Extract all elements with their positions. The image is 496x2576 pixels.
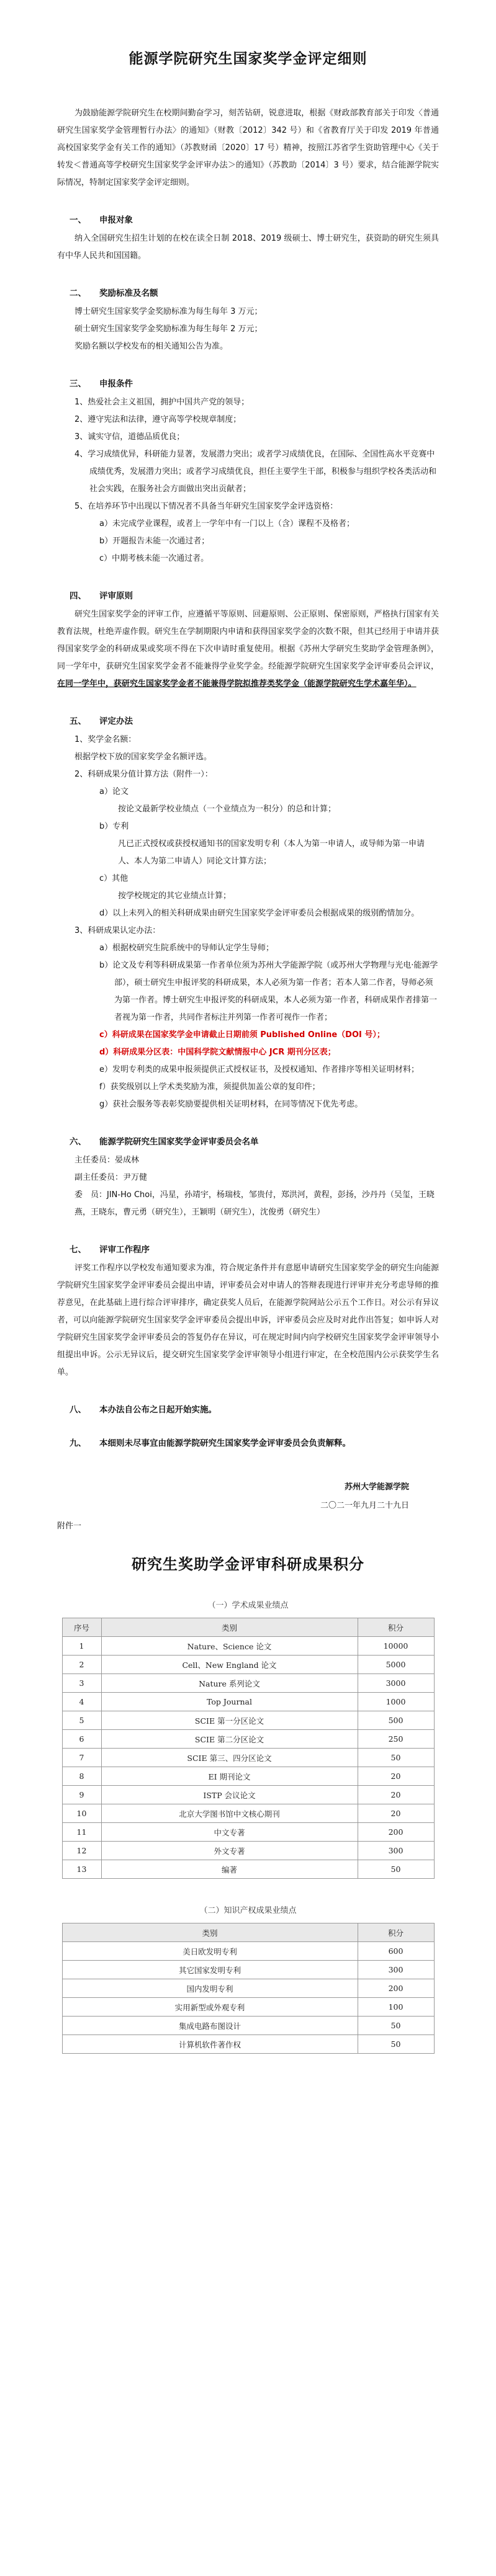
calc-label: b）专利 xyxy=(99,822,129,831)
method-item: 2、科研成果分值计算方法（附件一）： xyxy=(74,770,213,779)
table-cell: 外文专著 xyxy=(101,1842,358,1860)
condition-item: 2、遵守宪法和法律，遵守高等学校规章制度； xyxy=(74,415,241,424)
table-cell: 50 xyxy=(358,2035,434,2054)
condition-item: 1、热爱社会主义祖国，拥护中国共产党的领导； xyxy=(74,398,250,407)
table-cell: 50 xyxy=(358,2017,434,2035)
table-cell: 100 xyxy=(358,1998,434,2017)
table-cell: 12 xyxy=(62,1842,101,1860)
table-row xyxy=(62,1674,434,1693)
table-cell: 11 xyxy=(62,1823,101,1842)
table-cell: 9 xyxy=(62,1786,101,1804)
table-cell: SCIE 第一分区论文 xyxy=(101,1711,358,1730)
calc-text: 按论文最新学校业绩点（一个业绩点为一积分）的总和计算； xyxy=(118,804,336,814)
table-header-cell: 类别 xyxy=(101,1618,358,1637)
condition-subitem: a）未完成学业课程，或者上一学年中有一门以上（含）课程不及格者； xyxy=(99,519,354,528)
academic-score-table xyxy=(62,1618,435,1879)
section-9-heading: 九、 本细则未尽事宜由能源学院研究生国家奖学金评审委员会负责解释。 xyxy=(70,1438,351,1448)
table-header-row xyxy=(62,1618,434,1637)
calc-label: c）其他 xyxy=(99,874,129,883)
table-row xyxy=(62,1823,434,1842)
table-cell: EI 期刊论文 xyxy=(101,1767,358,1786)
table-cell: 1 xyxy=(62,1637,101,1656)
recog-item: f）获奖级别以上学术类奖励为准，须提供加盖公章的复印件； xyxy=(99,1082,320,1092)
table-cell: 500 xyxy=(358,1711,434,1730)
calc-text: 凡已正式授权或获授权通知书的国家发明专利（本人为第一申请人，或导师为第一申请人、本人为第二申请人）同论文计算方法； xyxy=(118,839,425,866)
table-row xyxy=(62,1942,434,1961)
table-row xyxy=(62,1693,434,1711)
section-7-text: 评奖工作程序以学校发布通知要求为准，符合规定条件并有意愿申请研究生国家奖学金的研究生向能源学院研究生国家奖学金评审委员会提出申请，评审委员会对申请人的答辩表现进行评审并充分考虑导师的推荐意见，在此基础上进行综合评审排序，确定获奖人员后，在能源学院网站公示五个工作日。对公示有异议者，可以向能源学院研究生国家奖学金评审委员会提出申诉，评审委员会应及时对此作出答复；如申诉人对学院研究生国家奖学金评审委员会的答复仍存在异议，可在规定时间内向学校研究生国家奖学金评审领导小组提出申诉。公示无异议后，提交研究生国家奖学金评审领导小组进行审定，在全校范围内公示获奖学生名单。 xyxy=(57,1263,439,1377)
table-cell: 20 xyxy=(358,1786,434,1804)
table-cell: 10 xyxy=(62,1804,101,1823)
table-cell: ISTP 会议论文 xyxy=(101,1786,358,1804)
attachment-label: 附件一 xyxy=(57,1522,82,1531)
intro-paragraph: 为鼓励能源学院研究生在校期间勤奋学习，刻苦钻研，锐意进取，根据《财政部教育部关于印发〈普通研究生国家奖学金管理暂行办法〉的通知》（财教〔2012〕342 号）和《省教育厅关于印发 2019 年普通高校国家奖学金有关工作的通知》（苏教财函〔2020〕17 号）精神，按照江苏省学生资助管理中心《关于转发＜普通高等学校研究生国家奖学金评审办法＞的通知》（苏教助〔2014〕3 号）要求，结合能源学院实际情况，特制定国家奖学金评定细则。 xyxy=(57,109,439,187)
table-cell: 20 xyxy=(358,1767,434,1786)
table-header-cell: 积分 xyxy=(358,1618,434,1637)
section-2-item: 博士研究生国家奖学金奖励标准为每生每年 3 万元； xyxy=(74,307,263,316)
table-row xyxy=(62,1860,434,1879)
quota-text: 根据学校下放的国家奖学金名额评选。 xyxy=(74,752,212,762)
recog-item: a）根据校研究生院系统中的导师认定学生导师； xyxy=(99,943,274,953)
table-cell: 300 xyxy=(358,1961,434,1979)
calc-label: d）以上未列入的相关科研成果由研究生国家奖学金评审委员会根据成果的级别酌情加分。 xyxy=(99,909,420,918)
table-row xyxy=(62,1711,434,1730)
table-cell: 8 xyxy=(62,1767,101,1786)
table-cell: 7 xyxy=(62,1749,101,1767)
table-cell: 3000 xyxy=(358,1674,434,1693)
table-cell: 4 xyxy=(62,1693,101,1711)
table-cell: 北京大学图书馆中文核心期刊 xyxy=(101,1804,358,1823)
table-cell: 250 xyxy=(358,1730,434,1749)
condition-item: 5、在培养环节中出现以下情况者不具备当年研究生国家奖学金评选资格： xyxy=(74,502,338,511)
recog-item: e）发明专利类的成果申报须提供正式授权证书，及授权通知、作者排序等相关证明材料； xyxy=(99,1065,419,1074)
table-row xyxy=(62,1656,434,1674)
table-cell: 50 xyxy=(358,1860,434,1879)
ip-score-table xyxy=(62,1923,435,2054)
section-6-heading: 六、 能源学院研究生国家奖学金评审委员会名单 xyxy=(70,1137,259,1147)
table-row xyxy=(62,1637,434,1656)
attachment-title: 研究生奖助学金评审科研成果积分 xyxy=(132,1556,364,1573)
section-2-heading: 二、 奖励标准及名额 xyxy=(70,288,158,298)
table-cell: 200 xyxy=(358,1823,434,1842)
table-row xyxy=(62,2035,434,2054)
section-8-heading: 八、 本办法自公布之日起开始实施。 xyxy=(70,1405,217,1415)
academic-score-table-body xyxy=(62,1637,434,1879)
table-row xyxy=(62,1767,434,1786)
condition-item: 3、诚实守信，道德品质优良； xyxy=(74,432,185,442)
table-header-cell: 序号 xyxy=(62,1618,101,1637)
section-4-heading: 四、 评审原则 xyxy=(70,591,133,601)
table-cell: 5 xyxy=(62,1711,101,1730)
table-cell: 实用新型或外观专利 xyxy=(62,1998,358,2017)
table-cell: 6 xyxy=(62,1730,101,1749)
table-cell: 3 xyxy=(62,1674,101,1693)
table-cell: Top Journal xyxy=(101,1693,358,1711)
table-cell: 20 xyxy=(358,1804,434,1823)
section-5-heading: 五、 评定办法 xyxy=(70,716,133,726)
section-3-heading: 三、 申报条件 xyxy=(70,379,133,389)
recog-item-highlight: c）科研成果在国家奖学金申请截止日期前须 Published Online（DOI 号）； xyxy=(99,1030,385,1040)
section-2-item: 奖励名额以学校发布的相关通知公告为准。 xyxy=(74,342,228,351)
table-2-caption: （二）知识产权成果业绩点 xyxy=(199,1906,297,1915)
table-row xyxy=(62,1979,434,1998)
ip-score-table-body xyxy=(62,1942,434,2054)
table-row xyxy=(62,1749,434,1767)
table-cell: 10000 xyxy=(358,1637,434,1656)
table-cell: SCIE 第三、四分区论文 xyxy=(101,1749,358,1767)
condition-subitem: b）开题报告未能一次通过者； xyxy=(99,537,210,546)
table-cell: 其它国家发明专利 xyxy=(62,1961,358,1979)
table-cell: 美日欧发明专利 xyxy=(62,1942,358,1961)
section-4-text: 研究生国家奖学金的评审工作，应遵循平等原则、回避原则、公正原则、保密原则，严格执行国家有关教育法规，杜绝弄虚作假。研究生在学制期限内申请和获得国家奖学金的次数不限，但其已经用于申请并获得国家奖学金的科研成果或奖项不得在下次申请时重复使用。根据《苏州大学研究生奖助学金管理条例》，同一学年中，获研究生国家奖学金者不能兼得学业奖学金。经能源学院研究生国家奖学金评审委员会评议，在同一学年中，获研究生国家奖学金者不能兼得学院拟推荐类奖学金（能源学院研究生学术嘉年华）。 xyxy=(57,610,439,689)
table-cell: Cell、New England 论文 xyxy=(101,1656,358,1674)
committee-chair: 主任委员：晏成林 xyxy=(74,1156,140,1165)
table-cell: 200 xyxy=(358,1979,434,1998)
table-cell: 5000 xyxy=(358,1656,434,1674)
table-cell: 300 xyxy=(358,1842,434,1860)
table-cell: 国内发明专利 xyxy=(62,1979,358,1998)
table-row xyxy=(62,1730,434,1749)
committee-vice-chair: 副主任委员：尹万健 xyxy=(74,1173,148,1182)
table-cell: 13 xyxy=(62,1860,101,1879)
table-row xyxy=(62,1804,434,1823)
method-item: 1、奖学金名额： xyxy=(74,735,137,744)
table-cell: Nature、Science 论文 xyxy=(101,1637,358,1656)
table-row xyxy=(62,1786,434,1804)
table-cell: 1000 xyxy=(358,1693,434,1711)
table-row xyxy=(62,1961,434,1979)
table-cell: SCIE 第二分区论文 xyxy=(101,1730,358,1749)
calc-label: a）论文 xyxy=(99,787,129,796)
section-2-item: 硕士研究生国家奖学金奖励标准为每生每年 2 万元； xyxy=(74,324,263,334)
section-7-heading: 七、 评审工作程序 xyxy=(70,1245,150,1255)
table-cell: Nature 系列论文 xyxy=(101,1674,358,1693)
table-cell: 中文专著 xyxy=(101,1823,358,1842)
table-cell: 编著 xyxy=(101,1860,358,1879)
table-row xyxy=(62,1842,434,1860)
table-cell: 600 xyxy=(358,1942,434,1961)
section-1-text: 纳入全国研究生招生计划的在校在读全日制 2018、2019 级硕士、博士研究生，获资助的研究生须具有中华人民共和国国籍。 xyxy=(57,234,439,261)
table-cell: 2 xyxy=(62,1656,101,1674)
table-1-caption: （一）学术成果业绩点 xyxy=(207,1601,289,1610)
table-cell: 集成电路布图设计 xyxy=(62,2017,358,2035)
table-cell: 计算机软件著作权 xyxy=(62,2035,358,2054)
table-header-cell: 类别 xyxy=(62,1923,358,1942)
document-title: 能源学院研究生国家奖学金评定细则 xyxy=(129,51,367,67)
section-4-emphasis: 在同一学年中，获研究生国家奖学金者不能兼得学院拟推荐类奖学金（能源学院研究生学术嘉年华）。 xyxy=(57,679,417,689)
signature-date: 二〇二一年九月二十九日 xyxy=(320,1501,409,1510)
recog-item: g）获社会服务等表彰奖励要提供相关证明材料，在同等情况下优先考虑。 xyxy=(99,1100,363,1109)
signature-org: 苏州大学能源学院 xyxy=(344,1482,409,1492)
section-1-heading: 一、 申报对象 xyxy=(70,215,133,225)
committee-members: 委 员：JIN-Ho Choi，冯星，孙靖宇，杨瑞枝，邹贵付，郑洪河，黄程，彭扬，沙丹丹（吴玺，王晓燕，王晓东，曹元勇（研究生），王颖明（研究生），沈俊勇（研究生） xyxy=(74,1190,435,1217)
method-item: 3、科研成果认定办法： xyxy=(74,926,161,935)
recog-item-highlight: d）科研成果分区表：中国科学院文献情报中心 JCR 期刊分区表； xyxy=(99,1048,336,1057)
condition-subitem: c）中期考核未能一次通过者。 xyxy=(99,554,209,563)
table-header-row xyxy=(62,1923,434,1942)
table-row xyxy=(62,2017,434,2035)
table-cell: 50 xyxy=(358,1749,434,1767)
condition-item: 4、学习成绩优异，科研能力显著，发展潜力突出；或者学习成绩优良，在国际、全国性高水平竞赛中成绩优秀，发展潜力突出；或者学习成绩优良，担任主要学生干部，积极参与组织学校各类活动和社会实践，在服务社会方面做出突出贡献者； xyxy=(74,450,437,494)
table-header-cell: 积分 xyxy=(358,1923,434,1942)
recog-item: b）论文及专利等科研成果第一作者单位须为苏州大学能源学院（或苏州大学物理与光电·能源学部），硕士研究生申报评奖的科研成果，本人必须为第一作者；若本人第二作者，导师必须为第一作者。博士研究生申报评奖的科研成果，本人必须为第一作者，科研成果作者排第一者视为第一作者，共同作者标注并列第一作者可视作一作者； xyxy=(99,961,438,1022)
calc-text: 按学校规定的其它业绩点计算； xyxy=(118,891,232,901)
table-row xyxy=(62,1998,434,2017)
